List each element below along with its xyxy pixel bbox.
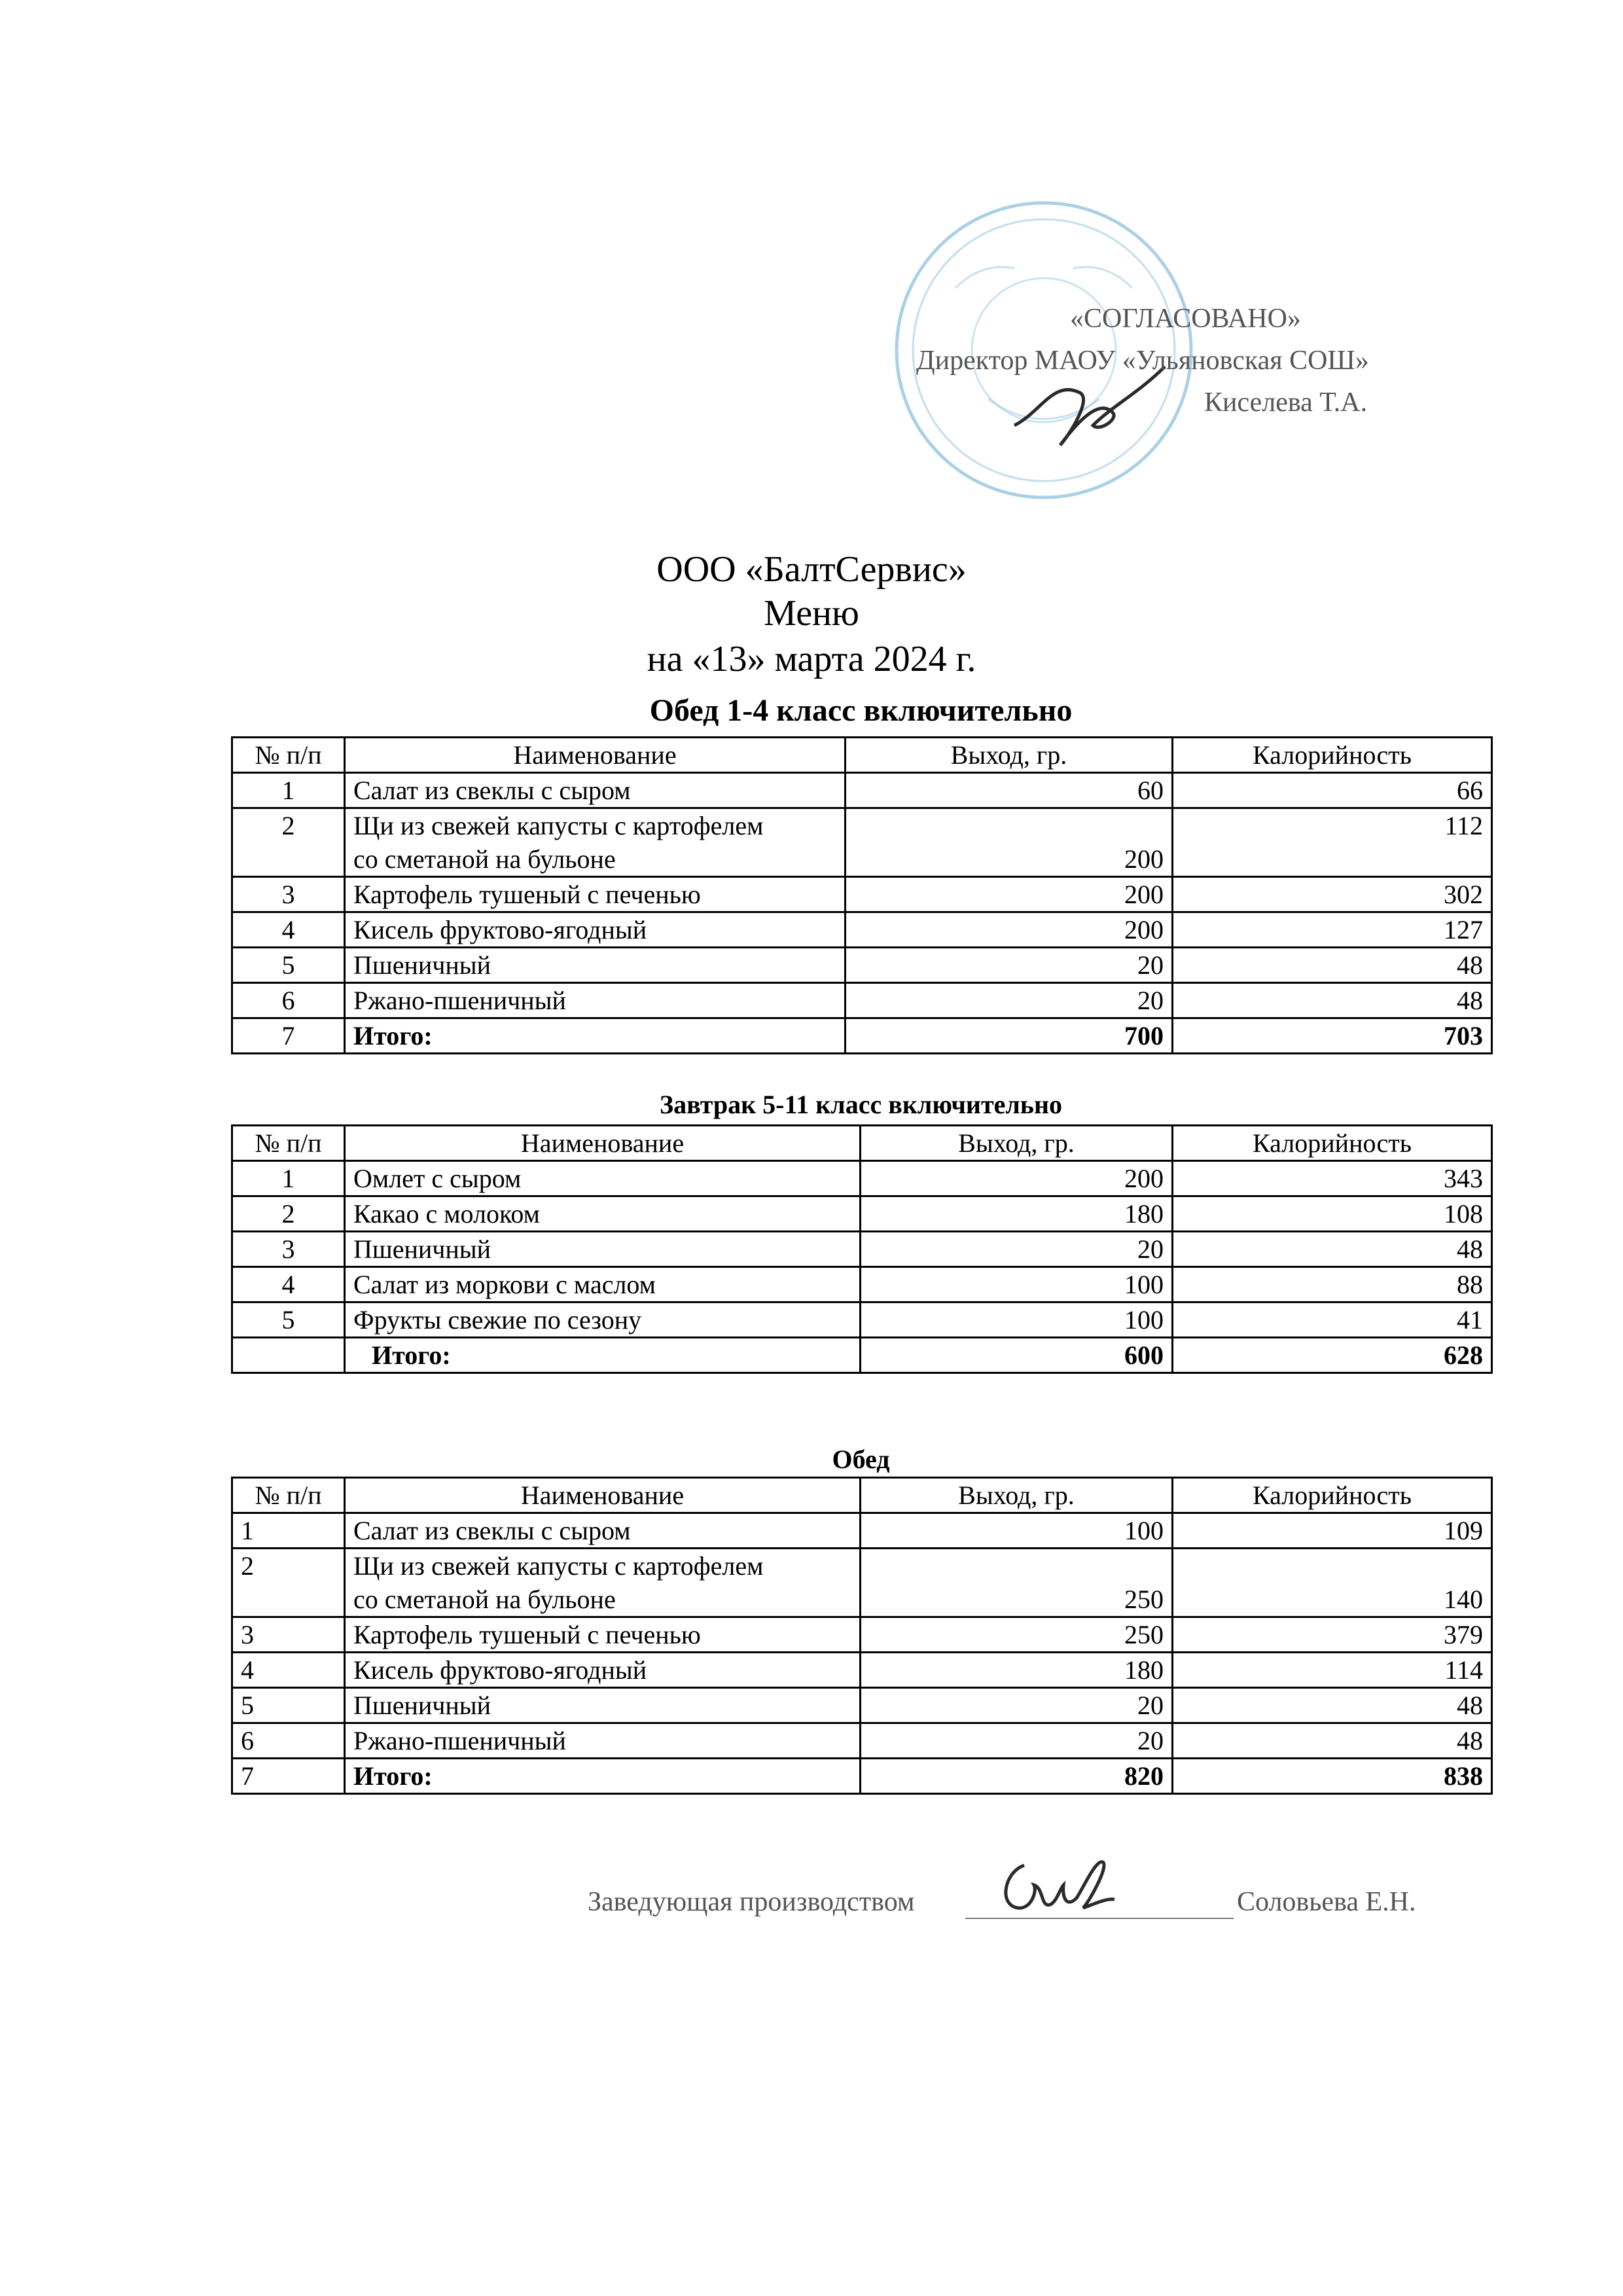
table-row: [232, 1653, 1492, 1688]
row-calories: 41: [1173, 1302, 1492, 1338]
row-num: 4: [232, 1653, 345, 1688]
section1-table: [231, 736, 1493, 1054]
row-num: 2: [232, 1549, 345, 1617]
row-num: 3: [232, 877, 345, 912]
row-num: 4: [232, 912, 345, 948]
row-num: 3: [232, 1232, 345, 1267]
table-row: [232, 1513, 1492, 1549]
row-calories: 48: [1173, 983, 1492, 1018]
row-name: Салат из свеклы с сыром: [345, 773, 846, 808]
row-yield: 100: [861, 1267, 1173, 1302]
row-yield: 200: [846, 877, 1173, 912]
total-label: Итого:: [345, 1338, 861, 1373]
table-row: [232, 1267, 1492, 1302]
row-num: 5: [232, 948, 345, 983]
table-row: [232, 1232, 1492, 1267]
row-yield: 250: [861, 1617, 1173, 1653]
total-calories: 838: [1173, 1759, 1492, 1794]
table-header-row: [232, 738, 1492, 773]
row-name: [345, 808, 846, 877]
col-yield-header: Выход, гр.: [861, 1126, 1173, 1161]
menu-date: на «13» марта 2024 г.: [647, 639, 976, 679]
row-num: 1: [232, 773, 345, 808]
approval-heading: «СОГЛАСОВАНО»: [1070, 304, 1301, 334]
section3-title: Обед: [832, 1444, 890, 1474]
row-name: Ржано-пшеничный: [345, 983, 846, 1018]
section1-title: Обед 1-4 класс включительно: [649, 693, 1073, 728]
row-yield: 250: [861, 1549, 1173, 1617]
row-num: 7: [232, 1759, 345, 1794]
row-num: 7: [232, 1018, 345, 1054]
row-calories: 66: [1173, 773, 1492, 808]
row-name-line2: со сметаной на бульоне: [353, 844, 616, 874]
row-num: 3: [232, 1617, 345, 1653]
production-manager-signature: [985, 1852, 1116, 1924]
row-num: 5: [232, 1302, 345, 1338]
row-calories: 88: [1173, 1267, 1492, 1302]
col-name-header: Наименование: [345, 1126, 861, 1161]
table-row: [232, 1723, 1492, 1759]
col-num-header: № п/п: [232, 1478, 345, 1513]
table-row: [232, 1688, 1492, 1723]
row-yield: 20: [846, 983, 1173, 1018]
row-name: [345, 1549, 861, 1617]
row-calories: 112: [1173, 808, 1492, 877]
col-name-header: Наименование: [345, 738, 846, 773]
row-calories: 127: [1173, 912, 1492, 948]
table-row: [232, 877, 1492, 912]
table-header-row: [232, 1126, 1492, 1161]
row-name: Ржано-пшеничный: [345, 1723, 861, 1759]
section2-title: Завтрак 5-11 класс включительно: [659, 1090, 1063, 1119]
table-row: [232, 1161, 1492, 1196]
row-yield: 180: [861, 1196, 1173, 1232]
table-row: [232, 1549, 1492, 1617]
production-manager-role: Заведующая производством: [588, 1887, 915, 1917]
row-yield: 20: [861, 1723, 1173, 1759]
col-calories-header: Калорийность: [1173, 1126, 1492, 1161]
approval-name: Киселева Т.А.: [1204, 387, 1368, 418]
row-yield: 20: [861, 1232, 1173, 1267]
total-yield: 600: [861, 1338, 1173, 1373]
total-calories: 703: [1173, 1018, 1492, 1054]
table-row: [232, 808, 1492, 877]
total-calories: 628: [1173, 1338, 1492, 1373]
row-calories: 48: [1173, 1232, 1492, 1267]
total-row: [232, 1018, 1492, 1054]
row-name: Какао с молоком: [345, 1196, 861, 1232]
row-calories: 379: [1173, 1617, 1492, 1653]
row-name: Кисель фруктово-ягодный: [345, 912, 846, 948]
row-name: Пшеничный: [345, 1232, 861, 1267]
organization-name: ООО «БалтСервис»: [656, 549, 967, 590]
table-row: [232, 948, 1492, 983]
row-num: 6: [232, 983, 345, 1018]
row-num: 2: [232, 1196, 345, 1232]
total-yield: 820: [861, 1759, 1173, 1794]
row-calories: 140: [1173, 1549, 1492, 1617]
col-yield-header: Выход, гр.: [846, 738, 1173, 773]
row-yield: 100: [861, 1302, 1173, 1338]
row-calories: 302: [1173, 877, 1492, 912]
row-name: Пшеничный: [345, 948, 846, 983]
row-calories: 48: [1173, 1723, 1492, 1759]
col-name-header: Наименование: [345, 1478, 861, 1513]
row-num: 1: [232, 1513, 345, 1549]
row-yield: 60: [846, 773, 1173, 808]
row-calories: 109: [1173, 1513, 1492, 1549]
table-header-row: [232, 1478, 1492, 1513]
row-name: Фрукты свежие по сезону: [345, 1302, 861, 1338]
total-label: Итого:: [345, 1018, 846, 1054]
row-name: Пшеничный: [345, 1688, 861, 1723]
row-yield: 20: [861, 1688, 1173, 1723]
row-yield: 200: [846, 808, 1173, 877]
row-num: 2: [232, 808, 345, 877]
col-yield-header: Выход, гр.: [861, 1478, 1173, 1513]
table-row: [232, 1196, 1492, 1232]
row-yield: 180: [861, 1653, 1173, 1688]
row-yield: 200: [846, 912, 1173, 948]
row-name: Салат из моркови с маслом: [345, 1267, 861, 1302]
col-num-header: № п/п: [232, 738, 345, 773]
row-num: 6: [232, 1723, 345, 1759]
row-yield: 20: [846, 948, 1173, 983]
row-calories: 343: [1173, 1161, 1492, 1196]
section3-table: [231, 1477, 1493, 1795]
row-calories: 48: [1173, 1688, 1492, 1723]
row-name: Салат из свеклы с сыром: [345, 1513, 861, 1549]
document-title: Меню: [764, 593, 859, 634]
total-row: [232, 1338, 1492, 1373]
row-yield: 100: [861, 1513, 1173, 1549]
table-row: [232, 983, 1492, 1018]
row-name: Картофель тушеный с печенью: [345, 877, 846, 912]
row-name: Кисель фруктово-ягодный: [345, 1653, 861, 1688]
row-name: Омлет с сыром: [345, 1161, 861, 1196]
approval-block: [916, 298, 1369, 423]
row-name: Картофель тушеный с печенью: [345, 1617, 861, 1653]
row-calories: 114: [1173, 1653, 1492, 1688]
row-num: 5: [232, 1688, 345, 1723]
col-calories-header: Калорийность: [1173, 1478, 1492, 1513]
row-name-line2: со сметаной на бульоне: [353, 1585, 616, 1614]
total-label: Итого:: [345, 1759, 861, 1794]
table-row: [232, 1302, 1492, 1338]
row-calories: 108: [1173, 1196, 1492, 1232]
total-yield: 700: [846, 1018, 1173, 1054]
total-row: [232, 1759, 1492, 1794]
row-name-line1: Щи из свежей капусты с картофелем: [353, 1551, 764, 1581]
row-num: 4: [232, 1267, 345, 1302]
section2-table: [231, 1124, 1493, 1374]
production-manager-name: Соловьева Е.Н.: [1237, 1887, 1416, 1917]
row-num: 1: [232, 1161, 345, 1196]
row-calories: 48: [1173, 948, 1492, 983]
table-row: [232, 912, 1492, 948]
col-num-header: № п/п: [232, 1126, 345, 1161]
table-row: [232, 1617, 1492, 1653]
row-name-line1: Щи из свежей капусты с картофелем: [353, 811, 764, 840]
row-yield: 200: [861, 1161, 1173, 1196]
col-calories-header: Калорийность: [1173, 738, 1492, 773]
row-num: [232, 1338, 345, 1373]
approval-position: Директор МАОУ «Ульяновская СОШ»: [916, 346, 1369, 376]
table-row: [232, 773, 1492, 808]
